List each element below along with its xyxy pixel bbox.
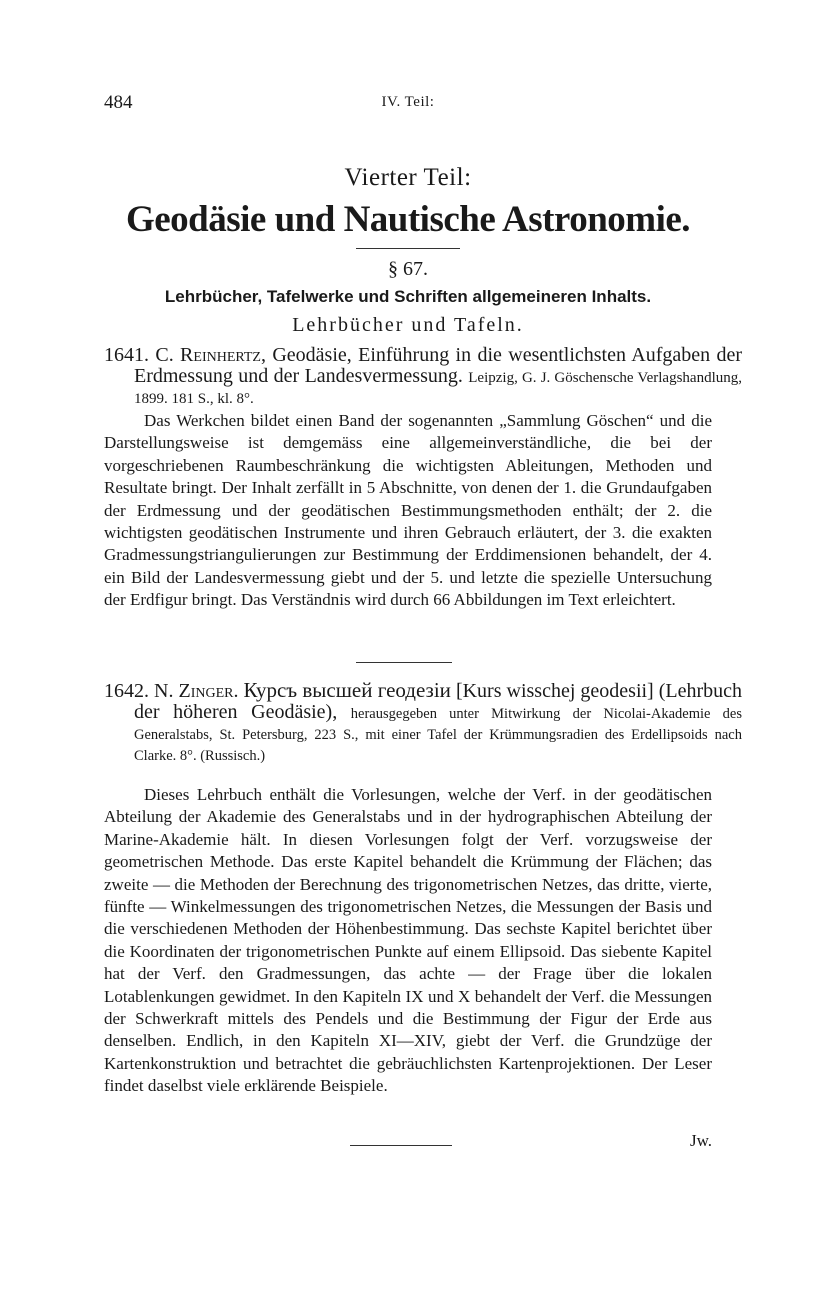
page-header (104, 92, 712, 122)
entry-author: C. Reinhertz, (155, 344, 266, 366)
reviewer-signature: Jw. (689, 1131, 712, 1150)
running-title: IV. Teil: (381, 94, 435, 110)
entry-divider (356, 662, 452, 663)
section-title: Lehrbücher, Tafelwerke und Schriften allgemeineren Inhalts. (164, 287, 652, 306)
entry-1642-heading (104, 680, 742, 765)
entry-author: N. Zinger. (154, 680, 239, 702)
part-title: Vierter Teil: (344, 164, 472, 191)
entry-imprint: herausgegeben unter Mitwirkung der Nicolai-Akademie des Generalstabs, St. Petersburg, 223 S., mit einer Tafel der Krümmungsradien des Erdellipsoids nach Clarke. 8°. (Russisch.) (134, 706, 742, 764)
entry-imprint: Leipzig, G. J. Göschensche Verlagshandlung, 1899. 181 S., kl. 8°. (134, 370, 742, 407)
entry-title-cyrillic: Курсъ высшей геодезіи (243, 678, 451, 702)
page-number: 484 (104, 92, 133, 113)
entry-number: 1641. (104, 344, 149, 366)
main-title: Geodäsie und Nautische Astronomie. (125, 199, 691, 240)
entry-1642-body: Dieses Lehrbuch enthält die Vorlesungen, welche der Verf. in der geodätischen Abteilung der Akademie des Generalstabs und in der hydrographischen Abteilung der Marine-Akademie hält. In diesen Vorlesungen folgt der Verf. vorzugsweise der geometrischen Methode. Das erste Kapitel behandelt die Krümmung der Flächen; das zweite — die Methoden der Berechnung des trigonometrischen Netzes, das dritte, vierte, fünfte — Winkelmessungen des trigonometrischen Netzes, die Messungen der Basis und die verschiedenen Methoden der Höhenbestimmung. Das sechste Kapitel berichtet über die Koordinaten der trigonometrischen Punkte auf einem Ellipsoid. Das siebente Kapitel hat der Verf. den Gradmessungen, das achte — der Frage über die lokalen Lotablenkungen gewidmet. In den Kapiteln IX und X behandelt der Verf. die Messungen der Schwerkraft mittels des Pendels und die Bestimmung der Figur der Erde aus denselben. Endlich, in den Kapiteln XI—XIV, giebt der Verf. die Grundzüge der Kartenkonstruktion und betrachtet die gebräuchlichsten Kartenprojektionen. Der Leser findet daselbst viele erklärende Beispiele. (104, 785, 712, 1096)
end-divider (350, 1145, 452, 1146)
title-divider (356, 248, 460, 249)
entry-number: 1642. (104, 680, 149, 702)
entry-title-german: (Lehrbuch der höheren Geodäsie), (134, 680, 743, 723)
entry-1641-body: Das Werkchen bildet einen Band der sogenannten „Sammlung Göschen“ und die Darstellungsweise ist demgemäss eine allgemeinverständliche, die bei der vorgeschriebenen Raumbeschränkung die wichtigsten Ableitungen, Methoden und Resultate bringt. Der Inhalt zerfällt in 5 Abschnitte, von denen der 1. die Grundaufgaben der Erdmessung und der geodätischen Bestimmungsmethoden enthält; der 2. die wichtigsten geodätischen Instrumente und ihren Gebrauch erläutert, der 3. die exakten Gradmessungstriangulierungen zur Bestimmung der Erddimensionen behandelt, der 4. ein Bild der Landesvermessung giebt und der 5. und letzte die spezielle Untersuchung der Erdfigur bringt. Das Verständnis wird durch 66 Abbildungen im Text erleichtert. (104, 411, 712, 610)
entry-title-transliteration: [Kurs wisschej geodesii] (455, 680, 654, 702)
entry-title: Geodäsie, Einführung in die wesentlichsten Aufgaben der Erdmessung und der Landesvermessung. (134, 344, 742, 387)
subheading: Lehrbücher und Tafeln. (292, 314, 524, 336)
section-number: § 67. (388, 258, 428, 280)
entry-1641-heading (104, 345, 742, 408)
